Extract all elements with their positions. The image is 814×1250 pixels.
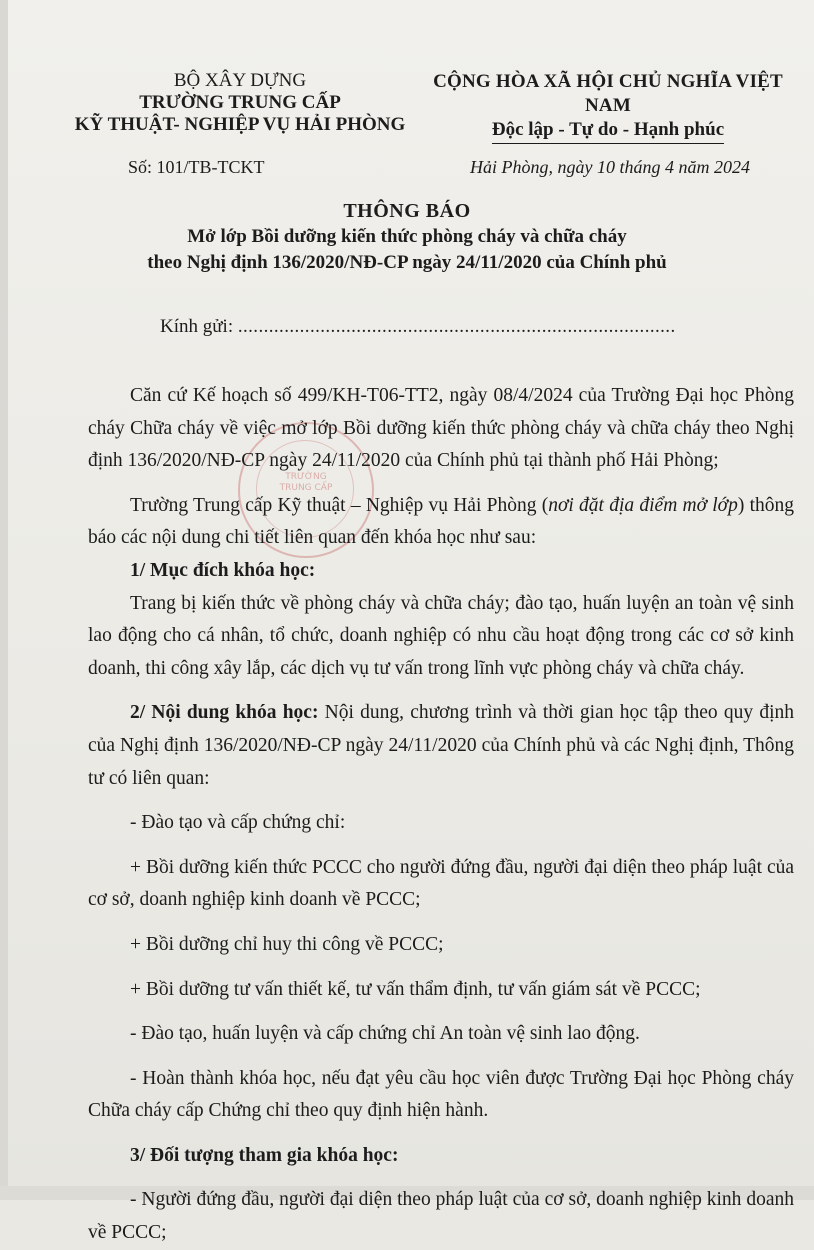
national-header <box>418 70 798 144</box>
school-name-line2: KỸ THUẬT- NGHIỆP VỤ HẢI PHÒNG <box>74 114 406 135</box>
issuer-header <box>60 70 420 136</box>
section-heading-content: 2/ Nội dung khóa học: <box>130 702 319 724</box>
document-title <box>0 198 814 276</box>
country-name: CỘNG HÒA XÃ HỘI CHỦ NGHĨA VIỆT NAM <box>433 71 783 116</box>
recipient-blank: ..................................................................................... <box>237 316 676 337</box>
ministry-name: BỘ XÂY DỰNG <box>173 70 307 91</box>
school-name-line1: TRƯỜNG TRUNG CẤP <box>139 92 341 113</box>
list-item-command-training: + Bồi dưỡng chỉ huy thi công về PCCC; <box>130 933 444 955</box>
paragraph-legal-basis: Căn cứ Kế hoạch số 499/KH-T06-TT2, ngày 08/4/2024 của Trường Đại học Phòng cháy Chữa cháy về việc mở lớp Bồi dưỡng kiến thức phòng cháy và chữa cháy theo Nghị định 136/2020/NĐ-CP ngày 24/11/2020 của Chính phủ tại thành phố Hải Phòng; <box>88 385 794 472</box>
list-item-safety-training: - Đào tạo, huấn luyện và cấp chứng chỉ An toàn vệ sinh lao động. <box>130 1023 640 1045</box>
red-seal-stamp: TRƯỜNG TRUNG CẤP <box>238 422 374 558</box>
paragraph-intro: Trường Trung cấp Kỹ thuật – Nghiệp vụ Hải Phòng (nơi đặt địa điểm mở lớp) thông báo các nội dung chi tiết liên quan đến khóa học như sau: <box>88 494 795 549</box>
paragraph-content: 2/ Nội dung khóa học: Nội dung, chương trình và thời gian học tập theo quy định của Nghị định 136/2020/NĐ-CP ngày 24/11/2020 của Chính phủ và các Nghị định, Thông tư có liên quan: <box>88 702 794 789</box>
paragraph-purpose: Trang bị kiến thức về phòng cháy và chữa cháy; đào tạo, huấn luyện an toàn vệ sinh lao động cho cá nhân, tổ chức, doanh nghiệp có nhu cầu hoạt động trong các cơ sở kinh doanh, thi công xây lắp, các dịch vụ tư vấn trong lĩnh vực phòng cháy và chữa cháy. <box>88 592 794 679</box>
document-number: Số: 101/TB-TCKT <box>128 157 265 177</box>
title-main: THÔNG BÁO <box>343 200 471 222</box>
section-heading-purpose: 1/ Mục đích khóa học: <box>130 559 316 581</box>
national-motto: Độc lập - Tự do - Hạnh phúc <box>492 118 724 144</box>
page-edge-left <box>0 0 8 1200</box>
title-sub-line1: Mở lớp Bồi dưỡng kiến thức phòng cháy và chữa cháy <box>187 226 627 247</box>
title-sub-line2: theo Nghị định 136/2020/NĐ-CP ngày 24/11/2020 của Chính phủ <box>147 252 667 273</box>
recipient-line <box>160 316 676 338</box>
section-heading-participants: 3/ Đối tượng tham gia khóa học: <box>130 1144 399 1166</box>
document-date: Hải Phòng, ngày 10 tháng 4 năm 2024 <box>470 157 750 177</box>
list-item-participant-leader: - Người đứng đầu, người đại diện theo pháp luật của cơ sở, doanh nghiệp kinh doanh về PCCC; <box>88 1189 794 1244</box>
list-item-leader-training: + Bồi dưỡng kiến thức PCCC cho người đứng đầu, người đại diện theo pháp luật của cơ sở, doanh nghiệp kinh doanh về PCCC; <box>88 856 794 911</box>
list-item-certificate: - Hoàn thành khóa học, nếu đạt yêu cầu học viên được Trường Đại học Phòng cháy Chữa cháy cấp Chứng chỉ theo quy định hiện hành. <box>88 1067 794 1122</box>
recipient-label: Kính gửi: <box>160 316 234 337</box>
list-item-consulting-training: + Bồi dưỡng tư vấn thiết kế, tư vấn thẩm định, tư vấn giám sát về PCCC; <box>130 978 701 1000</box>
list-item-training: - Đào tạo và cấp chứng chỉ: <box>130 812 346 834</box>
document-body <box>88 380 794 1250</box>
